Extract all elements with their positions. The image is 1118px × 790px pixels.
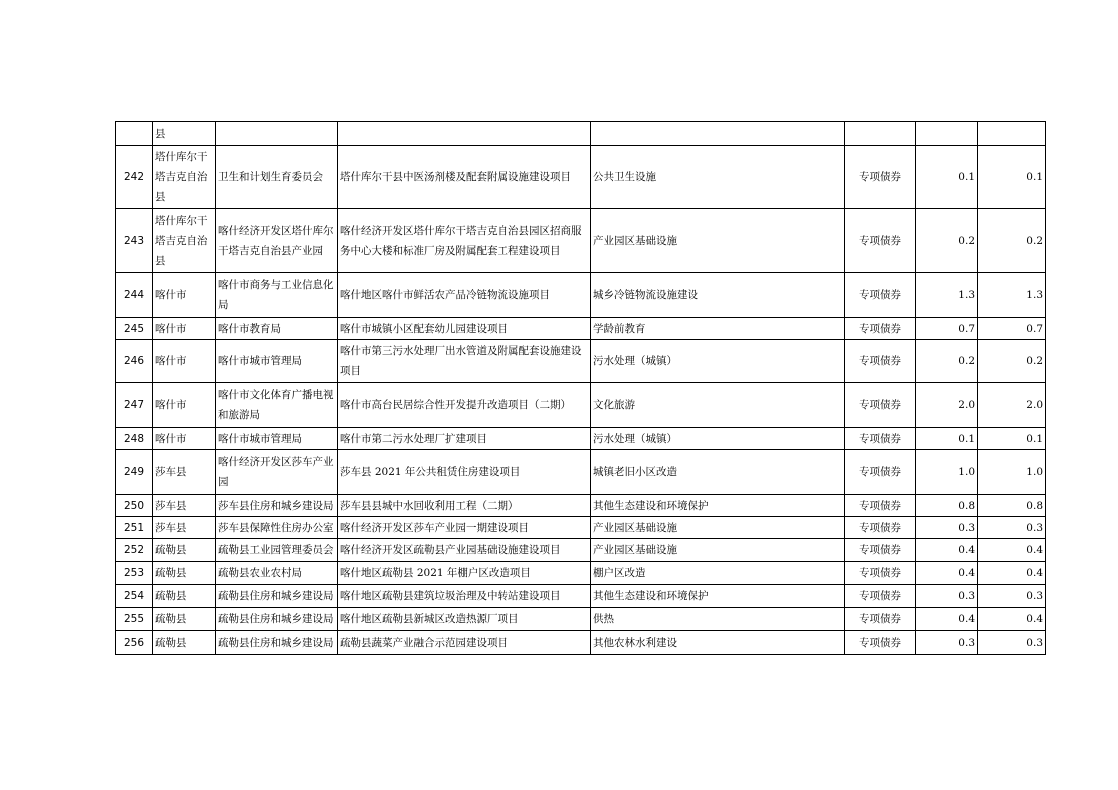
region-cell: 疏勒县	[153, 539, 216, 562]
category-cell: 产业园区基础设施	[591, 539, 845, 562]
region-cell: 莎车县	[153, 450, 216, 495]
amount2-cell: 0.1	[978, 428, 1046, 450]
row-number-cell: 251	[116, 517, 153, 539]
category-cell: 学龄前教育	[591, 318, 845, 340]
amount1-cell: 0.4	[916, 539, 978, 562]
amount1-cell: 0.2	[916, 340, 978, 383]
project-cell: 喀什经济开发区莎车产业园一期建设项目	[338, 517, 591, 539]
table-row	[116, 631, 1046, 655]
table-row	[116, 340, 1046, 383]
table-row	[116, 146, 1046, 209]
amount1-cell: 0.3	[916, 517, 978, 539]
amount2-cell: 1.3	[978, 273, 1046, 318]
table-row	[116, 495, 1046, 517]
bond-type-cell: 专项债券	[845, 585, 916, 608]
category-cell: 城镇老旧小区改造	[591, 450, 845, 495]
category-cell: 其他生态建设和环境保护	[591, 585, 845, 608]
unit-cell: 疏勒县住房和城乡建设局	[216, 585, 338, 608]
amount2-cell: 0.3	[978, 631, 1046, 655]
amount2-cell: 1.0	[978, 450, 1046, 495]
unit-cell: 喀什市教育局	[216, 318, 338, 340]
amount2-cell: 0.7	[978, 318, 1046, 340]
category-cell: 其他农林水利建设	[591, 631, 845, 655]
project-cell: 塔什库尔干县中医汤剂楼及配套附属设施建设项目	[338, 146, 591, 209]
project-cell: 喀什市第二污水处理厂扩建项目	[338, 428, 591, 450]
unit-cell: 喀什市城市管理局	[216, 340, 338, 383]
row-number-cell: 242	[116, 146, 153, 209]
region-cell: 塔什库尔干塔吉克自治县	[153, 209, 216, 273]
category-cell: 产业园区基础设施	[591, 517, 845, 539]
unit-cell: 疏勒县住房和城乡建设局	[216, 631, 338, 655]
region-cell: 疏勒县	[153, 631, 216, 655]
amount2-cell: 0.2	[978, 209, 1046, 273]
project-cell: 喀什经济开发区塔什库尔干塔吉克自治县园区招商服务中心大楼和标准厂房及附属配套工程建设项目	[338, 209, 591, 273]
row-number-cell: 248	[116, 428, 153, 450]
row-number-cell: 252	[116, 539, 153, 562]
project-cell: 喀什市高台民居综合性开发提升改造项目（二期）	[338, 383, 591, 428]
row-number-cell: 245	[116, 318, 153, 340]
bond-type-cell: 专项债券	[845, 428, 916, 450]
bond-type-cell: 专项债券	[845, 273, 916, 318]
bond-type-cell: 专项债券	[845, 209, 916, 273]
amount1-cell: 0.2	[916, 209, 978, 273]
project-cell: 喀什地区疏勒县建筑垃圾治理及中转站建设项目	[338, 585, 591, 608]
category-cell: 产业园区基础设施	[591, 209, 845, 273]
amount2-cell	[978, 122, 1046, 146]
row-number-cell: 255	[116, 608, 153, 631]
table-row	[116, 209, 1046, 273]
category-cell: 棚户区改造	[591, 562, 845, 585]
unit-cell: 喀什经济开发区塔什库尔干塔吉克自治县产业园	[216, 209, 338, 273]
table-row	[116, 428, 1046, 450]
amount2-cell: 0.1	[978, 146, 1046, 209]
unit-cell: 喀什市文化体育广播电视和旅游局	[216, 383, 338, 428]
amount2-cell: 0.4	[978, 608, 1046, 631]
category-cell: 污水处理（城镇）	[591, 428, 845, 450]
amount1-cell: 0.3	[916, 631, 978, 655]
unit-cell: 喀什市商务与工业信息化局	[216, 273, 338, 318]
table-row-fragment	[116, 122, 1046, 146]
table-row	[116, 383, 1046, 428]
row-number-cell: 256	[116, 631, 153, 655]
amount2-cell: 0.4	[978, 539, 1046, 562]
amount2-cell: 0.4	[978, 562, 1046, 585]
row-number-cell: 254	[116, 585, 153, 608]
category-cell: 污水处理（城镇）	[591, 340, 845, 383]
region-cell: 莎车县	[153, 517, 216, 539]
amount2-cell: 0.3	[978, 517, 1046, 539]
bond-project-table	[115, 121, 1046, 655]
amount1-cell: 1.0	[916, 450, 978, 495]
amount2-cell: 2.0	[978, 383, 1046, 428]
region-cell: 疏勒县	[153, 562, 216, 585]
amount1-cell: 0.7	[916, 318, 978, 340]
row-number-cell: 244	[116, 273, 153, 318]
region-cell: 喀什市	[153, 318, 216, 340]
project-cell: 喀什经济开发区疏勒县产业园基础设施建设项目	[338, 539, 591, 562]
category-cell	[591, 122, 845, 146]
table-row	[116, 585, 1046, 608]
unit-cell	[216, 122, 338, 146]
unit-cell: 喀什市城市管理局	[216, 428, 338, 450]
table-row	[116, 450, 1046, 495]
amount1-cell: 0.1	[916, 428, 978, 450]
table-row	[116, 539, 1046, 562]
category-cell: 城乡冷链物流设施建设	[591, 273, 845, 318]
bond-type-cell: 专项债券	[845, 318, 916, 340]
unit-cell: 卫生和计划生育委员会	[216, 146, 338, 209]
category-cell: 供热	[591, 608, 845, 631]
region-cell: 喀什市	[153, 340, 216, 383]
region-cell: 喀什市	[153, 273, 216, 318]
unit-cell: 疏勒县工业园管理委员会	[216, 539, 338, 562]
bond-type-cell: 专项债券	[845, 631, 916, 655]
amount1-cell: 0.1	[916, 146, 978, 209]
amount1-cell: 0.4	[916, 562, 978, 585]
bond-type-cell: 专项债券	[845, 495, 916, 517]
category-cell: 公共卫生设施	[591, 146, 845, 209]
bond-type-cell: 专项债券	[845, 146, 916, 209]
project-cell: 喀什市第三污水处理厂出水管道及附属配套设施建设项目	[338, 340, 591, 383]
amount1-cell	[916, 122, 978, 146]
row-number-cell: 249	[116, 450, 153, 495]
bond-type-cell: 专项债券	[845, 450, 916, 495]
project-cell	[338, 122, 591, 146]
row-number-cell: 243	[116, 209, 153, 273]
bond-type-cell: 专项债券	[845, 562, 916, 585]
region-cell: 县	[153, 122, 216, 146]
project-cell: 喀什市城镇小区配套幼儿园建设项目	[338, 318, 591, 340]
category-cell: 其他生态建设和环境保护	[591, 495, 845, 517]
table-row	[116, 318, 1046, 340]
bond-type-cell: 专项债券	[845, 539, 916, 562]
table-body	[116, 122, 1046, 655]
unit-cell: 疏勒县农业农村局	[216, 562, 338, 585]
row-number-cell: 247	[116, 383, 153, 428]
bond-type-cell: 专项债券	[845, 383, 916, 428]
unit-cell: 疏勒县住房和城乡建设局	[216, 608, 338, 631]
bond-type-cell: 专项债券	[845, 608, 916, 631]
amount1-cell: 0.8	[916, 495, 978, 517]
project-cell: 喀什地区疏勒县 2021 年棚户区改造项目	[338, 562, 591, 585]
amount1-cell: 0.4	[916, 608, 978, 631]
region-cell: 喀什市	[153, 383, 216, 428]
region-cell: 疏勒县	[153, 585, 216, 608]
amount1-cell: 2.0	[916, 383, 978, 428]
project-cell: 莎车县县城中水回收利用工程（二期）	[338, 495, 591, 517]
bond-type-cell: 专项债券	[845, 340, 916, 383]
table-row	[116, 562, 1046, 585]
row-number-cell: 246	[116, 340, 153, 383]
amount2-cell: 0.8	[978, 495, 1046, 517]
table-row	[116, 517, 1046, 539]
unit-cell: 喀什经济开发区莎车产业园	[216, 450, 338, 495]
amount2-cell: 0.3	[978, 585, 1046, 608]
unit-cell: 莎车县保障性住房办公室	[216, 517, 338, 539]
project-cell: 疏勒县蔬菜产业融合示范园建设项目	[338, 631, 591, 655]
region-cell: 莎车县	[153, 495, 216, 517]
project-cell: 莎车县 2021 年公共租赁住房建设项目	[338, 450, 591, 495]
table-row	[116, 608, 1046, 631]
row-number-cell: 253	[116, 562, 153, 585]
region-cell: 塔什库尔干塔吉克自治县	[153, 146, 216, 209]
project-cell: 喀什地区疏勒县新城区改造热源厂项目	[338, 608, 591, 631]
amount2-cell: 0.2	[978, 340, 1046, 383]
bond-type-cell: 专项债券	[845, 517, 916, 539]
project-cell: 喀什地区喀什市鲜活农产品冷链物流设施项目	[338, 273, 591, 318]
amount1-cell: 1.3	[916, 273, 978, 318]
region-cell: 喀什市	[153, 428, 216, 450]
category-cell: 文化旅游	[591, 383, 845, 428]
amount1-cell: 0.3	[916, 585, 978, 608]
bond-type-cell	[845, 122, 916, 146]
row-number-cell: 250	[116, 495, 153, 517]
unit-cell: 莎车县住房和城乡建设局	[216, 495, 338, 517]
row-number-cell	[116, 122, 153, 146]
region-cell: 疏勒县	[153, 608, 216, 631]
table-row	[116, 273, 1046, 318]
